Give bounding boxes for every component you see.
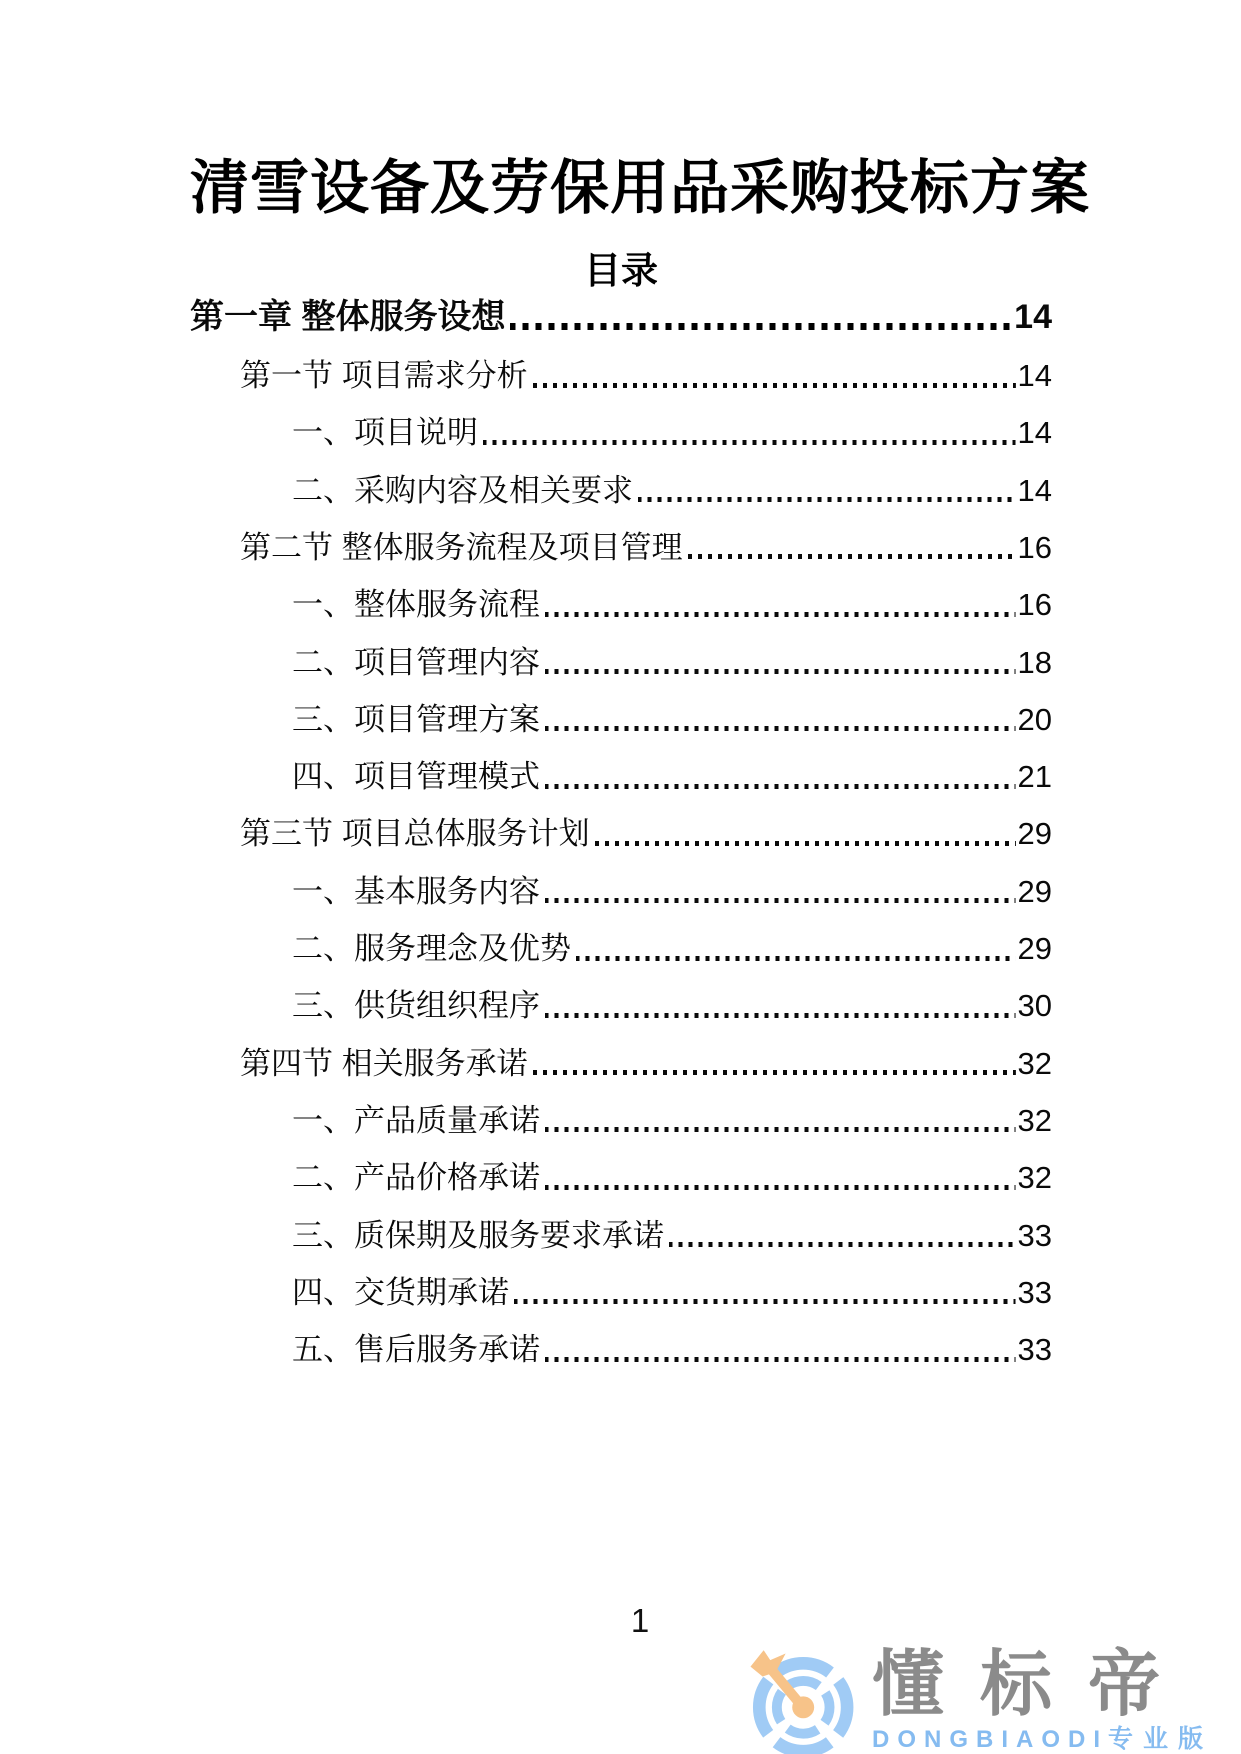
toc-entry-page: 18 — [1017, 644, 1052, 680]
toc-dotted-leader — [688, 554, 1016, 559]
toc-entry-label: 二、产品价格承诺 — [292, 1160, 540, 1196]
toc-entry[interactable] — [190, 851, 1052, 908]
toc-dotted-leader — [533, 383, 1016, 388]
toc-dotted-leader — [545, 726, 1016, 731]
toc-entry-label: 第一节 项目需求分析 — [240, 358, 528, 394]
toc-entry-label: 二、服务理念及优势 — [292, 931, 571, 967]
toc-entry-page: 30 — [1017, 988, 1052, 1024]
watermark-caption — [872, 1727, 1213, 1752]
toc-dotted-leader — [545, 1013, 1016, 1018]
toc-entry-page: 32 — [1017, 1102, 1052, 1138]
toc-entry[interactable] — [190, 679, 1052, 736]
toc-list — [190, 278, 1052, 1367]
toc-entry[interactable] — [190, 507, 1052, 564]
toc-entry-label: 一、项目说明 — [292, 415, 478, 451]
toc-dotted-leader — [533, 1070, 1016, 1075]
watermark-logo — [746, 1645, 1213, 1754]
toc-entry[interactable] — [190, 1080, 1052, 1137]
toc-dotted-leader — [545, 669, 1016, 674]
toc-entry-page: 14 — [1017, 472, 1052, 508]
toc-entry-page: 33 — [1017, 1332, 1052, 1368]
toc-entry[interactable] — [190, 564, 1052, 621]
toc-entry-page: 29 — [1017, 816, 1052, 852]
toc-entry-page: 16 — [1017, 529, 1052, 565]
toc-entry-label: 四、项目管理模式 — [292, 759, 540, 795]
toc-dotted-leader — [595, 841, 1016, 846]
toc-entry[interactable] — [190, 278, 1052, 335]
toc-entry-label: 三、质保期及服务要求承诺 — [292, 1217, 664, 1253]
toc-entry-label: 二、采购内容及相关要求 — [292, 472, 633, 508]
toc-entry[interactable] — [190, 1252, 1052, 1309]
toc-entry[interactable] — [190, 908, 1052, 965]
toc-entry[interactable] — [190, 1309, 1052, 1366]
toc-entry-label: 一、基本服务内容 — [292, 873, 540, 909]
toc-entry[interactable] — [190, 794, 1052, 851]
toc-entry-page: 33 — [1017, 1217, 1052, 1253]
toc-dotted-leader — [545, 612, 1016, 617]
toc-entry-page: 29 — [1017, 931, 1052, 967]
toc-entry[interactable] — [190, 450, 1052, 507]
watermark-text-block — [871, 1645, 1213, 1754]
toc-entry-page: 20 — [1017, 701, 1052, 737]
toc-entry-page: 14 — [1017, 415, 1052, 451]
toc-entry[interactable] — [190, 736, 1052, 793]
toc-entry-label: 第三节 项目总体服务计划 — [240, 816, 590, 852]
toc-entry-page: 33 — [1017, 1274, 1052, 1310]
toc-entry-page: 29 — [1017, 873, 1052, 909]
toc-entry-page: 32 — [1017, 1045, 1052, 1081]
toc-dotted-leader — [638, 497, 1016, 502]
watermark-brand-en: DONGBIAODI — [871, 1726, 1108, 1753]
toc-dotted-leader — [545, 898, 1016, 903]
target-dart-icon — [746, 1648, 856, 1754]
page-number: 1 — [630, 1602, 650, 1639]
toc-entry[interactable] — [190, 1023, 1052, 1080]
toc-entry[interactable] — [190, 966, 1052, 1023]
toc-entry-label: 二、项目管理内容 — [292, 644, 540, 680]
toc-entry-label: 五、售后服务承诺 — [292, 1332, 540, 1368]
toc-entry-label: 第二节 整体服务流程及项目管理 — [240, 529, 683, 565]
toc-dotted-leader — [545, 784, 1016, 789]
toc-entry-page: 14 — [1014, 297, 1052, 336]
toc-entry[interactable] — [190, 1195, 1052, 1252]
watermark-edition: 专业版 — [1107, 1725, 1213, 1753]
toc-heading: 目录 — [584, 250, 658, 291]
toc-dotted-leader — [483, 440, 1016, 445]
toc-dotted-leader — [576, 956, 1016, 961]
toc-dotted-leader — [545, 1185, 1016, 1190]
watermark-brand-cn: 懂标帝 — [871, 1645, 1196, 1725]
toc-entry-label: 一、产品质量承诺 — [292, 1102, 540, 1138]
toc-entry-page: 16 — [1017, 587, 1052, 623]
toc-entry-page: 32 — [1017, 1160, 1052, 1196]
toc-dotted-leader — [514, 1299, 1016, 1304]
toc-entry[interactable] — [190, 622, 1052, 679]
toc-entry-label: 三、项目管理方案 — [292, 701, 540, 737]
toc-entry-label: 第四节 相关服务承诺 — [240, 1045, 528, 1081]
toc-entry-page: 21 — [1017, 759, 1052, 795]
toc-entry-label: 三、供货组织程序 — [292, 988, 540, 1024]
toc-entry-label: 第一章 整体服务设想 — [190, 297, 506, 336]
toc-entry[interactable] — [190, 1137, 1052, 1194]
toc-entry[interactable] — [190, 335, 1052, 392]
toc-entry-page: 14 — [1017, 358, 1052, 394]
toc-dotted-leader — [545, 1357, 1016, 1362]
toc-entry[interactable] — [190, 393, 1052, 450]
toc-entry-label: 一、整体服务流程 — [292, 587, 540, 623]
document-title: 清雪设备及劳保用品采购投标方案 — [190, 155, 1091, 221]
toc-entry-label: 四、交货期承诺 — [292, 1274, 509, 1310]
toc-dotted-leader — [510, 323, 1012, 330]
toc-dotted-leader — [545, 1127, 1016, 1132]
toc-dotted-leader — [669, 1242, 1016, 1247]
